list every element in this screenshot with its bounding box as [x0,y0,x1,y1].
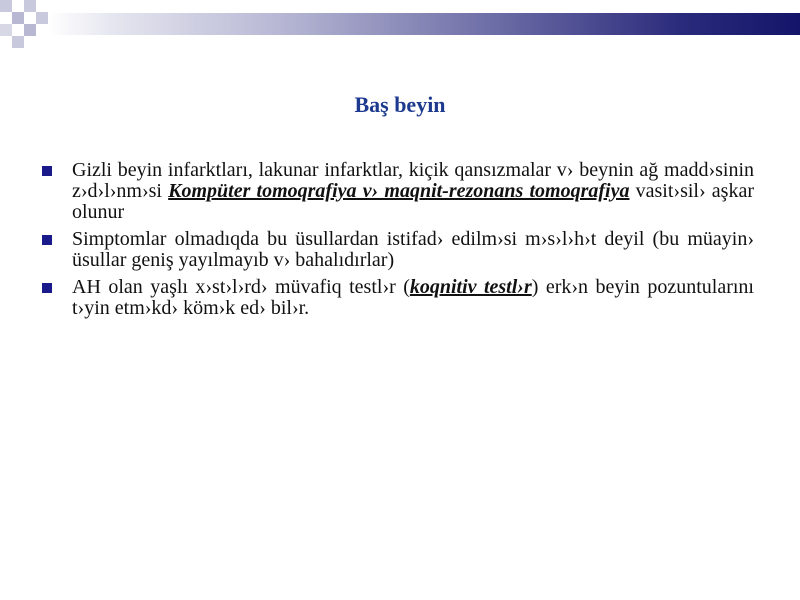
header-gradient-band [0,13,800,35]
bullet-text: vasit›sil› aşkar olunur [72,180,754,223]
emphasized-text: koqnitiv testl›r [409,276,532,298]
slide-title: Baş beyin [354,92,446,117]
bullet-text: ) erk›n beyin pozuntularını t›yin etm›kd› köm›k ed› bil›r. [72,276,754,319]
bullet-text: Gizli beyin infarktları, lakunar infarktlar, kiçik qansızmalar v› beynin ağ madd›sinin z›d›l›nm›si [72,159,754,202]
bullet-item [42,277,754,319]
square-bullet-icon [42,235,52,245]
square-bullet-icon [42,166,52,176]
bullet-text: AH olan yaşlı x›st›l›rd› müvafiq testl›r ( [72,276,410,298]
bullet-text: Simptomlar olmadıqda bu üsullardan istifad› edilm›si m›s›l›h›t deyil (bu müayin› üsullar geniş yayılmayıb v› bahalıdırlar) [72,228,754,271]
square-bullet-icon [42,283,52,293]
emphasized-text: Kompüter tomoqrafiya v› maqnit-rezonans tomoqrafiya [168,180,630,202]
bullet-item [42,229,754,271]
bullet-item [42,160,754,223]
bullet-list [42,160,754,325]
